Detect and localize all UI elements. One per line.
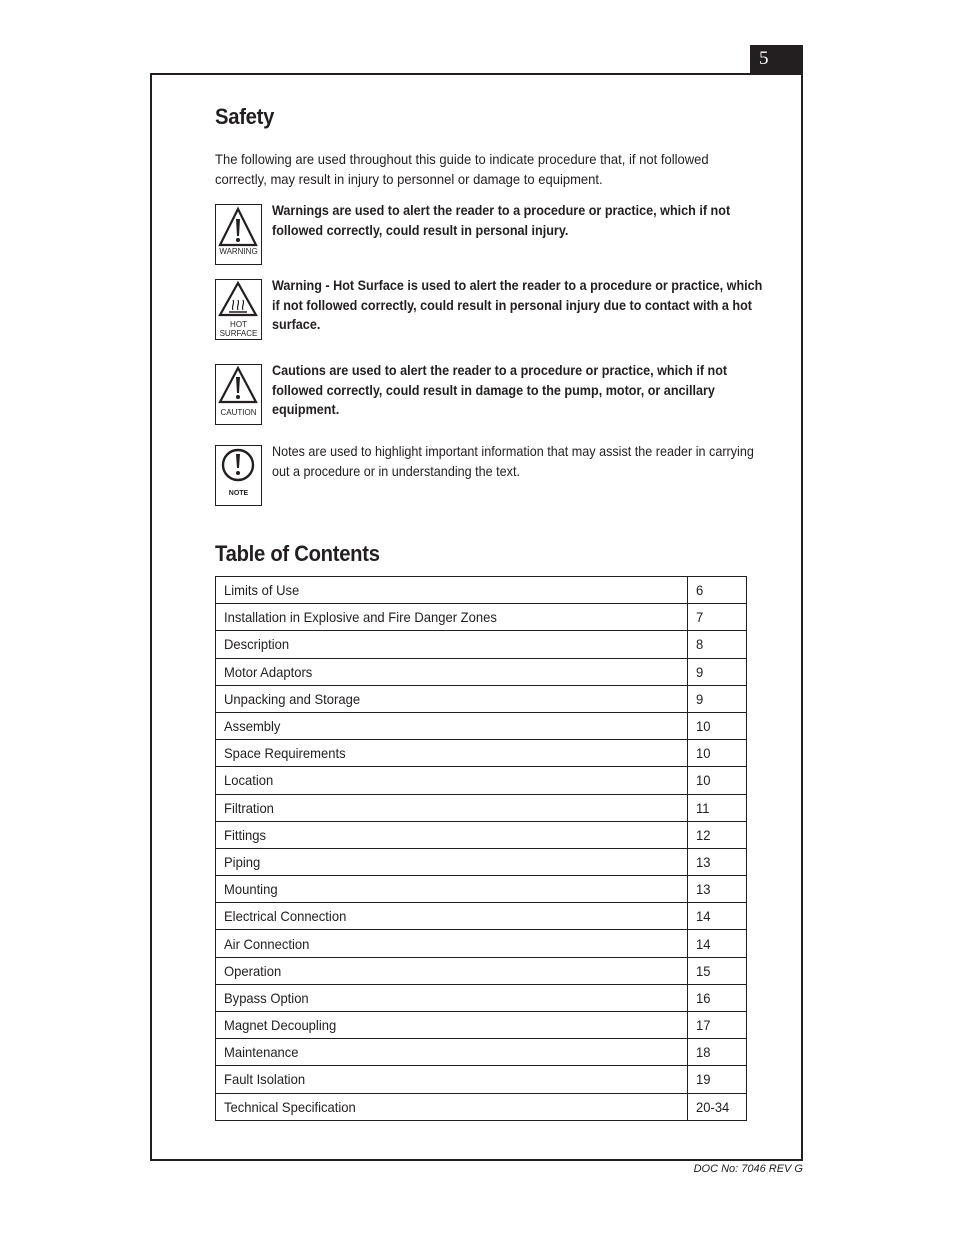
toc-entry-page: 6	[688, 577, 747, 604]
toc-entry-page: 9	[688, 685, 747, 712]
page-number: 5	[750, 45, 803, 74]
toc-entry-page: 13	[688, 848, 747, 875]
toc-entry-title: Space Requirements	[216, 740, 688, 767]
toc-entry-page: 14	[688, 930, 747, 957]
toc-entry-page: 12	[688, 821, 747, 848]
warning-label: WARNING	[219, 247, 258, 256]
toc-entry-title: Operation	[216, 957, 688, 984]
hot-surface-label: HOT SURFACE	[219, 320, 258, 338]
toc-entry-title: Unpacking and Storage	[216, 685, 688, 712]
toc-row[interactable]	[216, 604, 747, 631]
toc-entry-title: Assembly	[216, 712, 688, 739]
toc-entry-page: 10	[688, 767, 747, 794]
toc-entry-page: 13	[688, 876, 747, 903]
toc-entry-title: Installation in Explosive and Fire Danger Zones	[216, 604, 688, 631]
toc-entry-title: Fault Isolation	[216, 1066, 688, 1093]
toc-entry-title: Piping	[216, 848, 688, 875]
warning-text: Warnings are used to alert the reader to a procedure or practice, which if not followed correctly, could result in personal injury.	[272, 202, 731, 238]
toc-entry-page: 10	[688, 740, 747, 767]
toc-row[interactable]	[216, 930, 747, 957]
toc-row[interactable]	[216, 1012, 747, 1039]
toc-entry-page: 14	[688, 903, 747, 930]
toc-entry-page: 11	[688, 794, 747, 821]
note-icon	[215, 445, 262, 506]
toc-row[interactable]	[216, 903, 747, 930]
toc-row[interactable]	[216, 577, 747, 604]
toc-entry-title: Mounting	[216, 876, 688, 903]
toc-entry-page: 10	[688, 712, 747, 739]
safety-intro: The following are used throughout this guide to indicate procedure that, if not followed correctly, may result in injury to personnel or damage to equipment.	[215, 151, 709, 187]
toc-row[interactable]	[216, 848, 747, 875]
toc-row[interactable]	[216, 767, 747, 794]
doc-number: DOC No: 7046 REV G	[693, 1163, 803, 1175]
toc-entry-page: 20-34	[688, 1093, 747, 1120]
caution-label: CAUTION	[220, 408, 257, 417]
toc-entry-title: Magnet Decoupling	[216, 1012, 688, 1039]
toc-entry-title: Filtration	[216, 794, 688, 821]
toc-row[interactable]	[216, 1039, 747, 1066]
toc-row[interactable]	[216, 821, 747, 848]
toc-entry-page: 17	[688, 1012, 747, 1039]
toc-row[interactable]	[216, 957, 747, 984]
toc-entry-title: Air Connection	[216, 930, 688, 957]
hot-surface-text: Warning - Hot Surface is used to alert the reader to a procedure or practice, which if not followed correctly, could result in personal injury due to contact with a hot surface.	[272, 277, 763, 333]
warning-icon	[215, 204, 262, 265]
toc-entry-title: Location	[216, 767, 688, 794]
toc-entry-title: Electrical Connection	[216, 903, 688, 930]
toc-row[interactable]	[216, 794, 747, 821]
toc-row[interactable]	[216, 712, 747, 739]
safety-heading: Safety	[215, 104, 275, 129]
toc-entry-page: 18	[688, 1039, 747, 1066]
toc-entry-page: 8	[688, 631, 747, 658]
caution-icon	[215, 364, 262, 425]
toc-entry-page: 7	[688, 604, 747, 631]
toc-entry-title: Bypass Option	[216, 984, 688, 1011]
toc-row[interactable]	[216, 740, 747, 767]
toc-table	[215, 576, 747, 1121]
toc-entry-title: Technical Specification	[216, 1093, 688, 1120]
toc-row[interactable]	[216, 631, 747, 658]
toc-row[interactable]	[216, 876, 747, 903]
toc-entry-title: Fittings	[216, 821, 688, 848]
toc-heading: Table of Contents	[215, 541, 380, 566]
toc-row[interactable]	[216, 984, 747, 1011]
note-label: NOTE	[228, 490, 249, 497]
toc-entry-page: 19	[688, 1066, 747, 1093]
toc-row[interactable]	[216, 658, 747, 685]
hot-surface-icon	[215, 279, 262, 340]
toc-entry-page: 15	[688, 957, 747, 984]
toc-entry-page: 16	[688, 984, 747, 1011]
toc-entry-title: Maintenance	[216, 1039, 688, 1066]
toc-entry-title: Limits of Use	[216, 577, 688, 604]
toc-row[interactable]	[216, 1066, 747, 1093]
toc-entry-page: 9	[688, 658, 747, 685]
toc-row[interactable]	[216, 1093, 747, 1120]
toc-entry-title: Description	[216, 631, 688, 658]
toc-entry-title: Motor Adaptors	[216, 658, 688, 685]
note-text: Notes are used to highlight important information that may assist the reader in carrying out a procedure or in understanding the text.	[272, 443, 754, 479]
toc-row[interactable]	[216, 685, 747, 712]
caution-text: Cautions are used to alert the reader to a procedure or practice, which if not followed correctly, could result in damage to the pump, motor, or ancillary equipment.	[272, 362, 728, 418]
